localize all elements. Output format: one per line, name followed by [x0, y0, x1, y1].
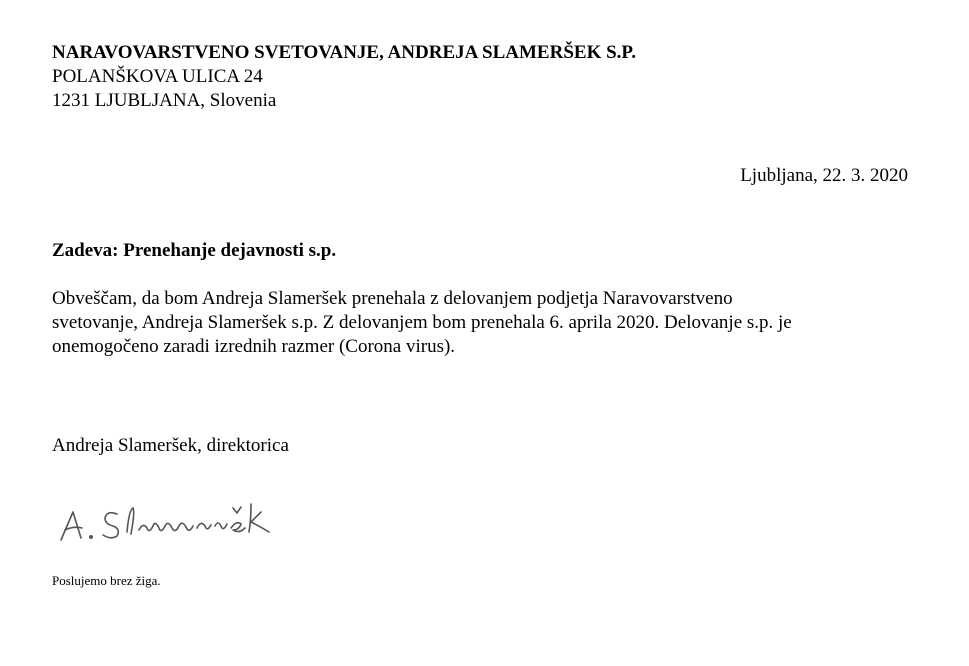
handwritten-signature: [55, 490, 280, 550]
signer-name: Andreja Slameršek, direktorica: [52, 435, 289, 456]
sender-city: 1231 LJUBLJANA, Slovenia: [52, 90, 277, 111]
sender-company: NARAVOVARSTVENO SVETOVANJE, ANDREJA SLAMERŠEK S.P.: [52, 42, 637, 63]
body-line: onemogočeno zaradi izrednih razmer (Corona virus).: [52, 336, 456, 357]
letter-subject: Zadeva: Prenehanje dejavnosti s.p.: [52, 240, 337, 261]
body-line: Obveščam, da bom Andreja Slameršek prenehala z delovanjem podjetja Naravovarstveno: [52, 288, 733, 309]
body-line: svetovanje, Andreja Slameršek s.p. Z delovanjem bom prenehala 6. aprila 2020. Delovanje s.p. je: [52, 312, 792, 333]
letter-date: Ljubljana, 22. 3. 2020: [740, 165, 908, 186]
sender-street: POLANŠKOVA ULICA 24: [52, 66, 263, 87]
no-stamp-note: Poslujemo brez žiga.: [52, 573, 161, 588]
letter-body: [52, 287, 912, 359]
